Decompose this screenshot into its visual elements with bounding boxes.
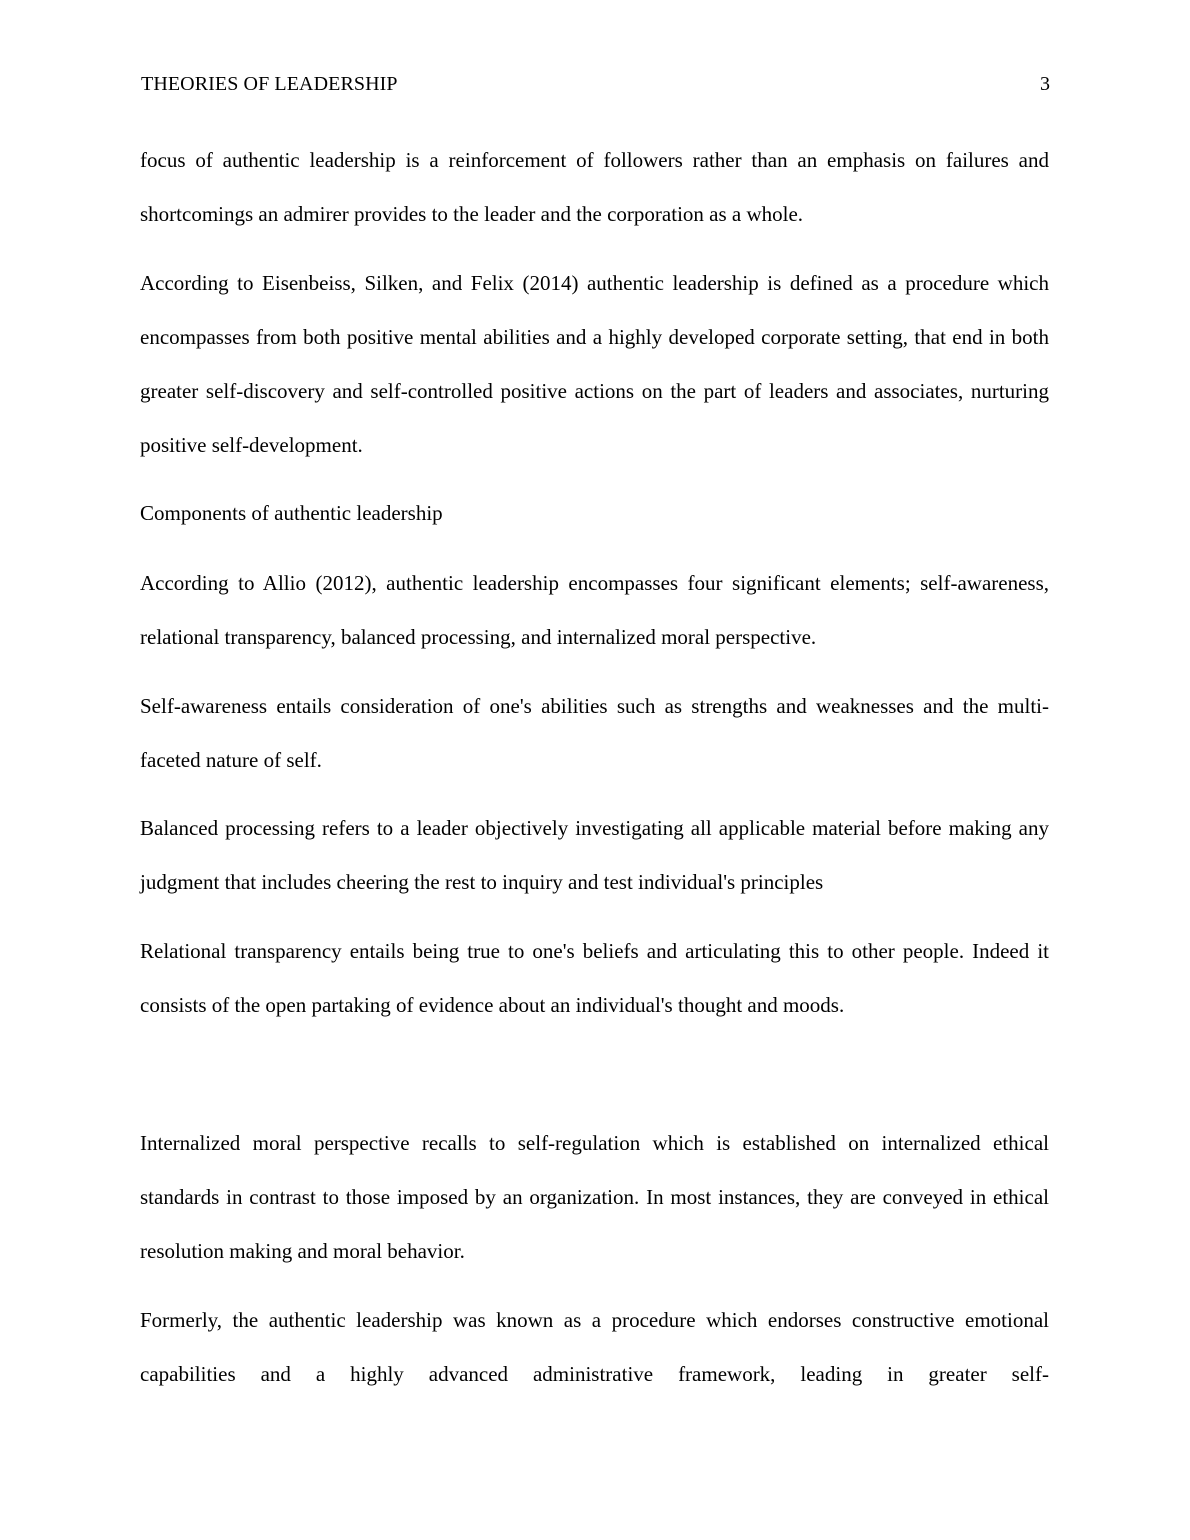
paragraph-5: Balanced processing refers to a leader objectively investigating all applicable material before making any judgment that includes cheering the rest to inquiry and test individual's principles bbox=[140, 816, 1049, 894]
paragraph-6: Relational transparency entails being true to one's beliefs and articulating this to other people. Indeed it consists of the open partaking of evidence about an individual's thought and moods. bbox=[140, 939, 1049, 1017]
paragraph-7: Internalized moral perspective recalls to self-regulation which is established on internalized ethical standards in contrast to those imposed by an organization. In most instances, they are conveyed in ethical resolution making and moral behavior. bbox=[140, 1131, 1049, 1263]
running-head: THEORIES OF LEADERSHIP bbox=[141, 73, 398, 95]
paragraph-3: According to Allio (2012), authentic leadership encompasses four significant elements; self-awareness, relational transparency, balanced processing, and internalized moral perspective. bbox=[140, 571, 1049, 649]
paragraph-4: Self-awareness entails consideration of one's abilities such as strengths and weaknesses and the multi-faceted nature of self. bbox=[140, 694, 1049, 772]
paragraph-8: Formerly, the authentic leadership was known as a procedure which endorses constructive emotional capabilities and a highly advanced administrative framework, leading in greater self- bbox=[140, 1308, 1049, 1386]
paragraph-1: focus of authentic leadership is a reinforcement of followers rather than an emphasis on failures and shortcomings an admirer provides to the leader and the corporation as a whole. bbox=[140, 148, 1049, 226]
page-number: 3 bbox=[1040, 73, 1050, 95]
section-heading: Components of authentic leadership bbox=[140, 501, 443, 525]
paragraph-2: According to Eisenbeiss, Silken, and Felix (2014) authentic leadership is defined as a procedure which encompasses from both positive mental abilities and a highly developed corporate setting, that end in both greater self-discovery and self-controlled positive actions on the part of leaders and associates, nurturing positive self-development. bbox=[140, 271, 1049, 457]
